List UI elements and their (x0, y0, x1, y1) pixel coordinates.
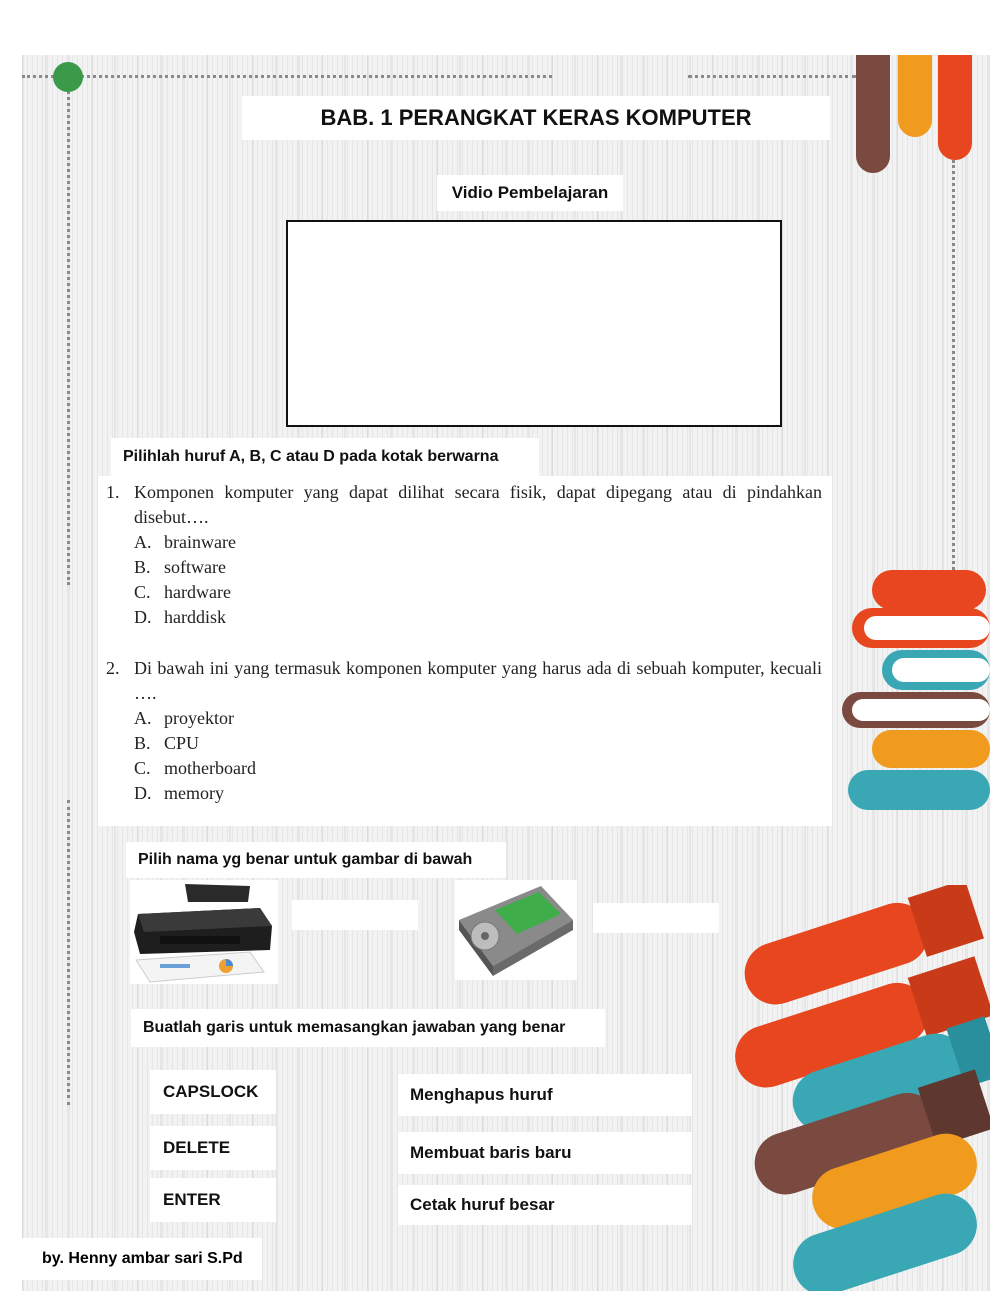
answer-option-d[interactable]: D. memory (134, 783, 224, 803)
match-left-capslock[interactable]: CAPSLOCK (150, 1070, 276, 1114)
green-dot-ornament (53, 62, 83, 92)
answer-option-c[interactable]: C. motherboard (134, 758, 256, 778)
printer-answer-box[interactable] (292, 900, 418, 930)
printer-image (130, 880, 278, 984)
page-title: BAB. 1 PERANGKAT KERAS KOMPUTER (242, 96, 830, 140)
author-credit: by. Henny ambar sari S.Pd (22, 1238, 262, 1280)
printer-icon (130, 880, 278, 984)
left-dotted-line-top (67, 80, 70, 585)
matching-instruction: Buatlah garis untuk memasangkan jawaban yang benar (131, 1009, 605, 1047)
answer-option-a[interactable]: A. proyektor (134, 708, 234, 728)
harddisk-icon (455, 880, 577, 980)
video-player[interactable] (286, 220, 782, 427)
answer-option-b[interactable]: B. software (134, 557, 226, 577)
hanging-books-illustration (850, 55, 990, 180)
question-2 (106, 656, 822, 806)
multiple-choice-panel (98, 476, 832, 826)
answer-option-c[interactable]: C. hardware (134, 582, 231, 602)
match-left-delete[interactable]: DELETE (150, 1126, 276, 1170)
question-1 (106, 480, 822, 630)
top-dotted-line-right (688, 75, 856, 78)
match-right-menghapus[interactable]: Menghapus huruf (398, 1074, 692, 1116)
answer-option-d[interactable]: D. harddisk (134, 607, 226, 627)
harddisk-image (455, 880, 577, 980)
question-number: 2. (106, 658, 120, 678)
top-dotted-line-left (22, 75, 552, 78)
match-left-enter[interactable]: ENTER (150, 1178, 276, 1222)
left-dotted-line-bottom (67, 800, 70, 1105)
right-dotted-line (952, 160, 955, 570)
match-right-baris-baru[interactable]: Membuat baris baru (398, 1132, 692, 1174)
multiple-choice-instruction: Pilihlah huruf A, B, C atau D pada kotak berwarna (111, 438, 539, 476)
question-stem: Komponen komputer yang dapat dilihat secara fisik, dapat dipegang atau di pindahkan disebut…. (134, 482, 822, 527)
answer-option-b[interactable]: B. CPU (134, 733, 200, 753)
question-stem: Di bawah ini yang termasuk komponen komputer yang harus ada di sebuah komputer, kecuali …. (134, 658, 822, 703)
question-number: 1. (106, 482, 120, 502)
answer-option-a[interactable]: A. brainware (134, 532, 236, 552)
harddisk-answer-box[interactable] (593, 903, 719, 933)
stacked-books-illustration (838, 568, 990, 813)
match-right-huruf-besar[interactable]: Cetak huruf besar (398, 1185, 692, 1225)
picture-naming-instruction: Pilih nama yg benar untuk gambar di bawah (126, 842, 506, 878)
video-label: Vidio Pembelajaran (437, 175, 623, 211)
pencils-illustration (730, 885, 990, 1291)
